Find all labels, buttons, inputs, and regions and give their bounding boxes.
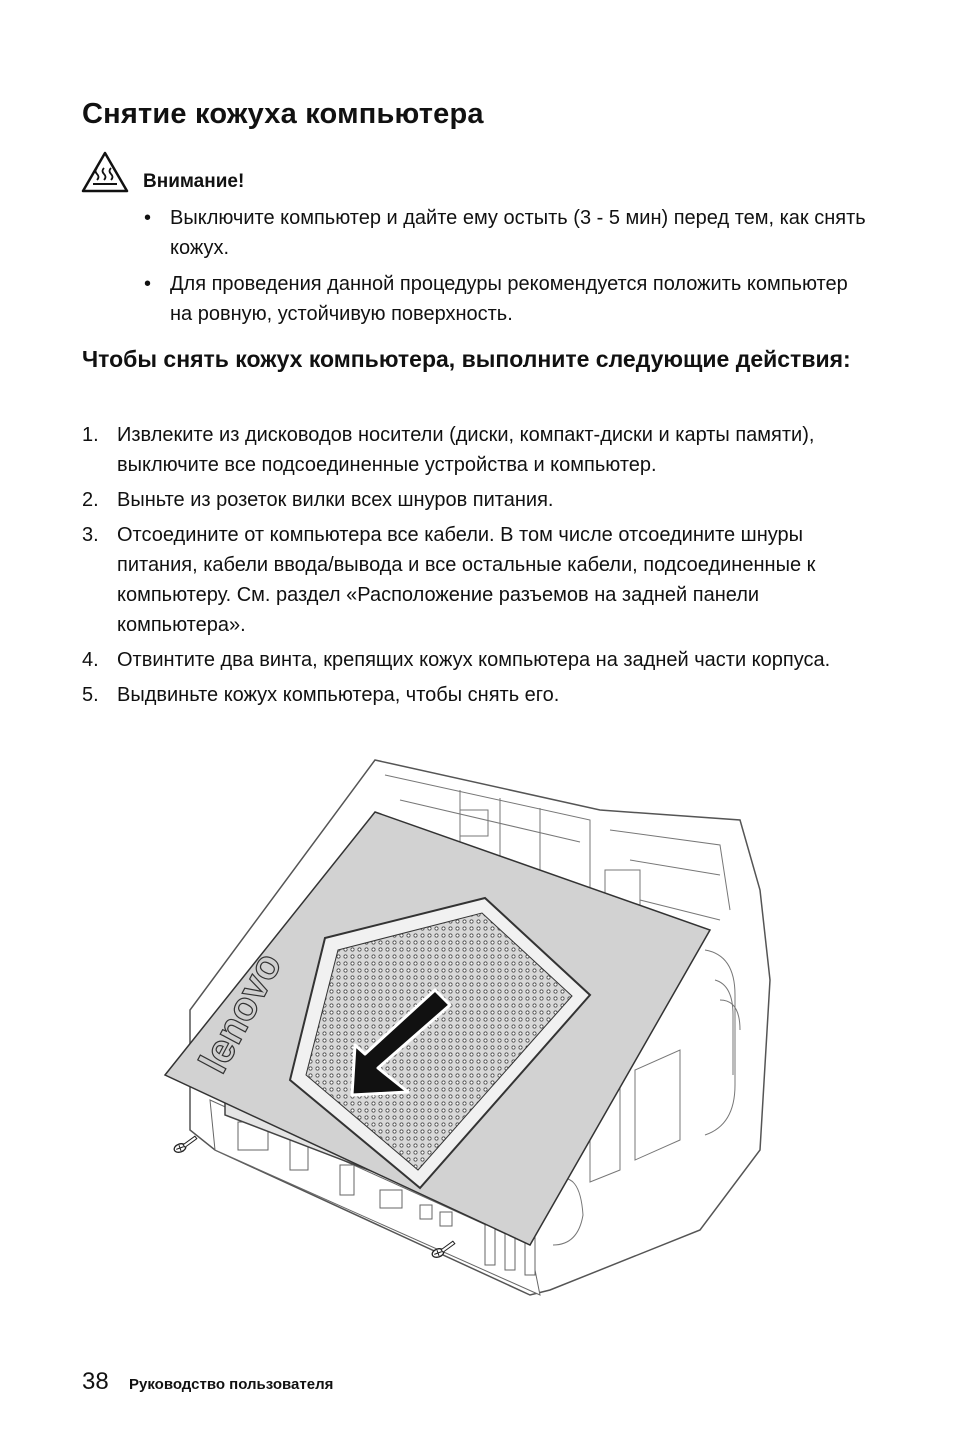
step-text: Отвинтите два винта, крепящих кожух компьютера на задней части корпуса. [117,649,831,671]
lenovo-logo: lenovo [191,945,291,1081]
step-number: 2. [82,489,99,511]
screw-icon [172,1136,199,1154]
footer-title: Руководство пользователя [129,1376,334,1393]
caution-label: Внимание! [143,171,245,192]
hot-surface-warning-icon [80,150,130,194]
step-number: 4. [82,649,99,671]
caution-list [142,203,872,335]
step-number: 1. [82,424,99,446]
step-number: 3. [82,524,99,546]
step-text: Отсоедините от компьютера все кабели. В том числе отсоедините шнуры питания, кабели ввода/вывода и все остальные кабели, подсоединенные к компьютеру. См. раздел «Расположение разъемов на задней панели компьютера». [117,524,816,636]
computer-cover-removal-illustration [160,750,780,1310]
step-item [82,680,872,710]
step-item [82,645,872,675]
caution-item: • Для проведения данной процедуры рекомендуется положить компьютер на ровную, устойчивую поверхность. [142,269,872,329]
procedure-heading: Чтобы снять кожух компьютера, выполните следующие действия: [82,346,851,372]
step-text: Выньте из розеток вилки всех шнуров питания. [117,489,554,511]
page-number: 38 [82,1368,109,1395]
step-item [82,420,872,480]
step-number: 5. [82,684,99,706]
step-text: Выдвиньте кожух компьютера, чтобы снять его. [117,684,560,706]
step-text: Извлеките из дисководов носители (диски, компакт-диски и карты памяти), выключите все подсоединенные устройства и компьютер. [117,424,815,476]
step-item [82,520,872,640]
procedure-steps [82,420,872,715]
caution-item: • Выключите компьютер и дайте ему остыть (3 - 5 мин) перед тем, как снять кожух. [142,203,872,263]
step-item [82,485,872,515]
page-title: Снятие кожуха компьютера [82,98,484,130]
